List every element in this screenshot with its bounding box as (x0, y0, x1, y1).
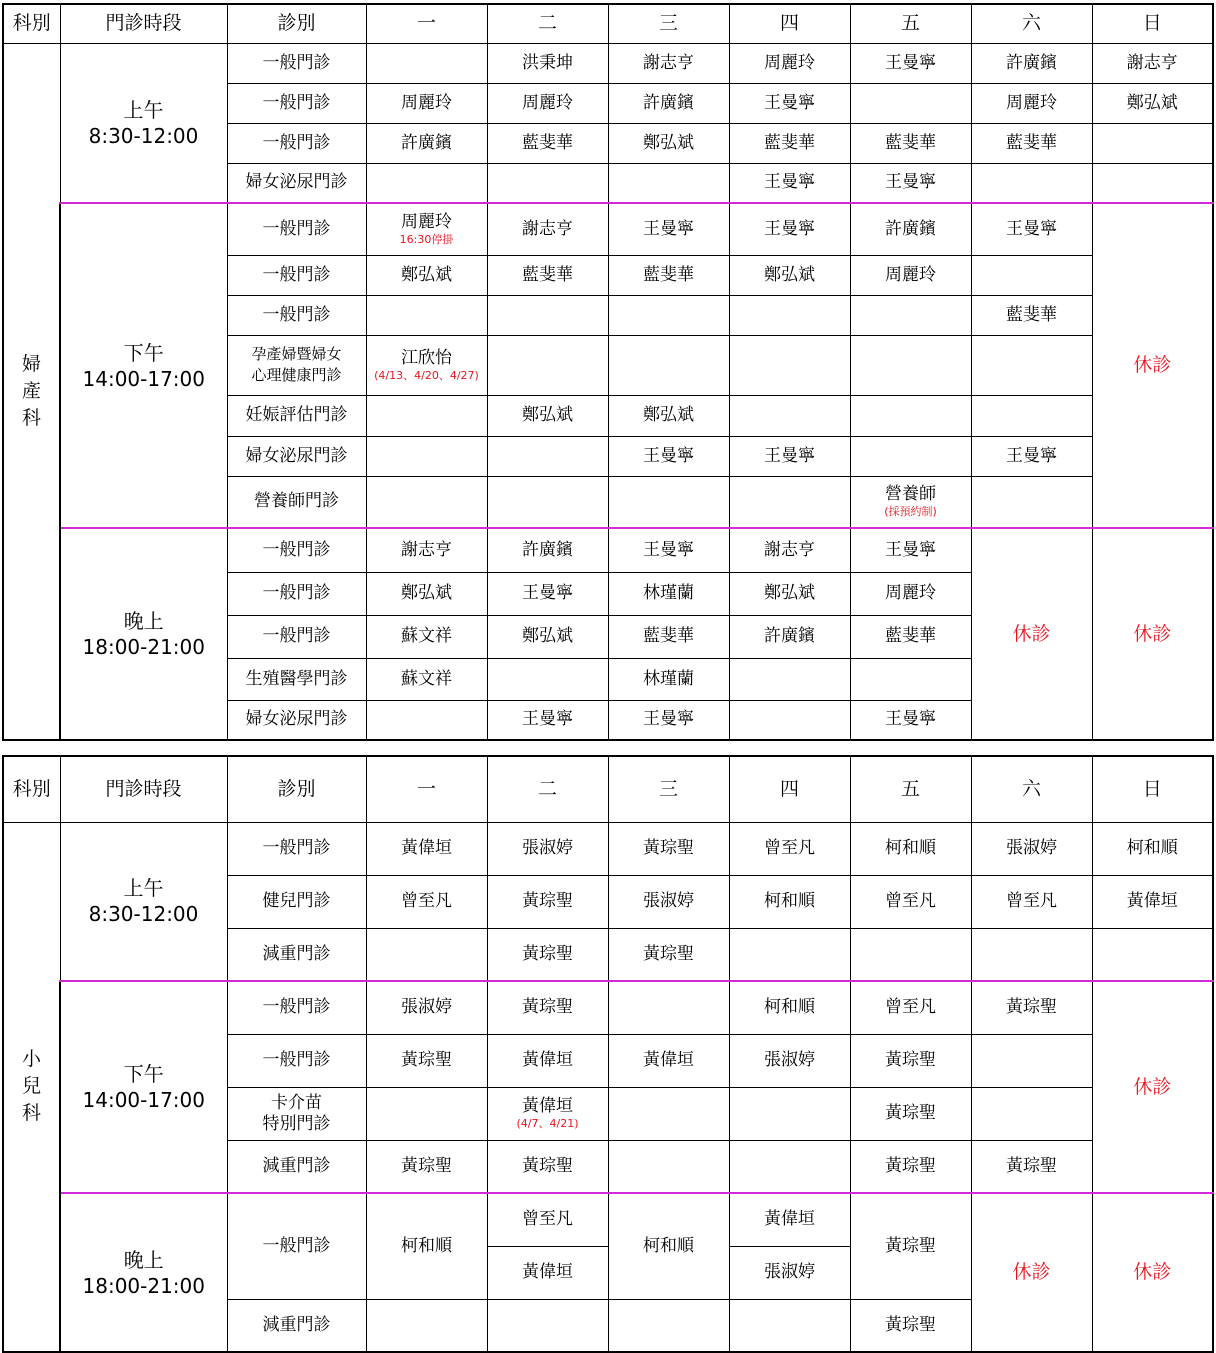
doctor-cell: 黃偉垣 (487, 1034, 608, 1087)
doctor-name: 黃偉垣 (522, 1096, 573, 1116)
doctor-cell: 黃琮聖 (487, 1140, 608, 1193)
doctor-cell: 周麗玲 (971, 83, 1092, 123)
doctor-cell: 黃偉垣 (366, 822, 487, 875)
doctor-cell (366, 295, 487, 335)
doctor-cell (608, 335, 729, 395)
doctor-cell: 謝志亨 (1092, 43, 1213, 83)
time-slot-afternoon (60, 203, 227, 528)
period-header: 門診時段 (60, 4, 227, 43)
doctor-cell (366, 335, 487, 395)
clinic-type: 一般門診 (227, 1193, 366, 1299)
doctor-cell: 柯和順 (729, 875, 850, 928)
day-header-tue: 二 (487, 4, 608, 43)
period-header: 門診時段 (60, 756, 227, 822)
doctor-cell (971, 476, 1092, 528)
doctor-cell: 張淑婷 (608, 875, 729, 928)
doctor-cell (366, 476, 487, 528)
doctor-cell: 藍斐華 (971, 295, 1092, 335)
doctor-cell (608, 1299, 729, 1352)
table-row (3, 528, 1213, 572)
doctor-cell (729, 1299, 850, 1352)
doctor-cell: 許廣鑌 (850, 203, 971, 255)
clinic-type (227, 335, 366, 395)
doctor-cell: 鄭弘斌 (487, 395, 608, 436)
doctor-cell: 許廣鑌 (487, 528, 608, 572)
time-slot-afternoon (60, 981, 227, 1193)
doctor-cell (366, 395, 487, 436)
doctor-cell (608, 1140, 729, 1193)
table-row (3, 1193, 1213, 1246)
slot-hours: 18:00-21:00 (82, 635, 205, 659)
doctor-cell: 周麗玲 (487, 83, 608, 123)
doctor-cell (608, 295, 729, 335)
clinic-type (227, 1087, 366, 1140)
doctor-cell: 柯和順 (1092, 822, 1213, 875)
slot-hours: 8:30-12:00 (88, 902, 199, 927)
doctor-cell: 王曼寧 (850, 43, 971, 83)
doctor-cell: 黃琮聖 (971, 1140, 1092, 1193)
doctor-cell (1092, 163, 1213, 203)
clinic-type: 生殖醫學門診 (227, 658, 366, 700)
day-header-fri: 五 (850, 4, 971, 43)
doctor-cell: 鄭弘斌 (366, 572, 487, 615)
clinic-type: 一般門診 (227, 295, 366, 335)
doctor-cell (366, 163, 487, 203)
clinic-type: 一般門診 (227, 615, 366, 658)
obgyn-schedule-table (2, 3, 1214, 741)
doctor-cell: 黃琮聖 (971, 981, 1092, 1034)
day-header-sat: 六 (971, 756, 1092, 822)
day-header-sat: 六 (971, 4, 1092, 43)
header-row (3, 4, 1213, 43)
doctor-cell (729, 335, 850, 395)
doctor-cell (729, 395, 850, 436)
doctor-cell: 蘇文祥 (366, 615, 487, 658)
closed-label: 休診 (1092, 203, 1213, 528)
peds-schedule-table (2, 755, 1214, 1353)
doctor-cell: 謝志亨 (608, 43, 729, 83)
doctor-cell: 許廣鑌 (729, 615, 850, 658)
doctor-cell (850, 436, 971, 476)
clinic-type: 一般門診 (227, 203, 366, 255)
day-header-wed: 三 (608, 4, 729, 43)
doctor-cell (729, 1087, 850, 1140)
day-header-mon: 一 (366, 4, 487, 43)
dept-char: 婦產科 (21, 352, 41, 429)
clinic-type: 婦女泌尿門診 (227, 163, 366, 203)
doctor-cell: 黃偉垣 (1092, 875, 1213, 928)
header-row (3, 756, 1213, 822)
doctor-cell: 謝志亨 (729, 528, 850, 572)
table-row (3, 981, 1213, 1034)
doctor-cell (971, 163, 1092, 203)
day-header-thu: 四 (729, 756, 850, 822)
doctor-cell: 鄭弘斌 (608, 123, 729, 163)
clinic-header: 診別 (227, 756, 366, 822)
doctor-cell: 鄭弘斌 (487, 615, 608, 658)
doctor-cell: 蘇文祥 (366, 658, 487, 700)
day-header-wed: 三 (608, 756, 729, 822)
doctor-cell (608, 163, 729, 203)
doctor-cell: 鄭弘斌 (366, 255, 487, 295)
closed-label: 休診 (971, 528, 1092, 740)
doctor-cell: 王曼寧 (729, 203, 850, 255)
doctor-cell (366, 1087, 487, 1140)
slot-hours: 8:30-12:00 (88, 123, 199, 148)
doctor-cell: 王曼寧 (729, 436, 850, 476)
doctor-cell: 張淑婷 (729, 1246, 850, 1299)
doctor-cell (487, 476, 608, 528)
doctor-cell (487, 163, 608, 203)
doctor-cell (729, 476, 850, 528)
doctor-cell: 林瑾蘭 (608, 572, 729, 615)
dept-name-peds (3, 822, 60, 1352)
doctor-cell: 洪秉坤 (487, 43, 608, 83)
doctor-cell (850, 928, 971, 981)
doctor-cell (729, 1140, 850, 1193)
clinic-type: 婦女泌尿門診 (227, 436, 366, 476)
slot-name: 下午 (123, 1062, 164, 1086)
doctor-cell: 王曼寧 (487, 700, 608, 740)
slot-hours: 14:00-17:00 (82, 366, 205, 391)
dept-header: 科別 (3, 4, 60, 43)
doctor-cell: 王曼寧 (487, 572, 608, 615)
clinic-type: 減重門診 (227, 1140, 366, 1193)
doctor-cell: 曾至凡 (729, 822, 850, 875)
doctor-cell: 藍斐華 (971, 123, 1092, 163)
doctor-cell: 黃琮聖 (850, 1299, 971, 1352)
clinic-type: 一般門診 (227, 572, 366, 615)
clinic-line: 孕產婦暨婦女 (251, 345, 342, 363)
doctor-cell (729, 700, 850, 740)
clinic-type: 一般門診 (227, 822, 366, 875)
doctor-cell: 藍斐華 (850, 615, 971, 658)
doctor-cell: 藍斐華 (850, 123, 971, 163)
doctor-cell: 張淑婷 (971, 822, 1092, 875)
day-header-tue: 二 (487, 756, 608, 822)
cell-note: (4/7、4/21) (516, 1117, 579, 1130)
clinic-type: 一般門診 (227, 43, 366, 83)
doctor-cell: 黃琮聖 (850, 1034, 971, 1087)
doctor-cell (1092, 123, 1213, 163)
doctor-cell: 王曼寧 (850, 163, 971, 203)
doctor-cell: 藍斐華 (729, 123, 850, 163)
day-header-fri: 五 (850, 756, 971, 822)
clinic-header: 診別 (227, 4, 366, 43)
doctor-cell (366, 928, 487, 981)
doctor-cell: 曾至凡 (366, 875, 487, 928)
doctor-cell: 王曼寧 (729, 83, 850, 123)
cell-note: 16:30停掛 (399, 232, 454, 246)
slot-hours: 14:00-17:00 (82, 1088, 205, 1112)
doctor-cell (850, 395, 971, 436)
doctor-cell (850, 335, 971, 395)
doctor-cell: 王曼寧 (971, 436, 1092, 476)
doctor-cell: 周麗玲 (729, 43, 850, 83)
doctor-cell: 王曼寧 (608, 203, 729, 255)
dept-name-obgyn (3, 43, 60, 740)
slot-hours: 18:00-21:00 (82, 1273, 205, 1298)
doctor-cell (971, 1087, 1092, 1140)
doctor-name: 營養師 (885, 484, 936, 505)
doctor-cell (608, 1087, 729, 1140)
doctor-cell (850, 476, 971, 528)
doctor-cell (729, 295, 850, 335)
clinic-type: 妊娠評估門診 (227, 395, 366, 436)
doctor-cell: 鄭弘斌 (1092, 83, 1213, 123)
clinic-type: 一般門診 (227, 981, 366, 1034)
doctor-cell: 曾至凡 (487, 1193, 608, 1246)
slot-name: 上午 (123, 97, 164, 122)
doctor-cell (608, 476, 729, 528)
doctor-cell: 柯和順 (608, 1193, 729, 1299)
closed-label: 休診 (1092, 1193, 1213, 1352)
doctor-cell: 林瑾蘭 (608, 658, 729, 700)
slot-name: 上午 (123, 876, 164, 901)
doctor-name: 周麗玲 (401, 211, 452, 232)
doctor-cell (850, 658, 971, 700)
doctor-cell: 王曼寧 (608, 436, 729, 476)
doctor-cell (971, 395, 1092, 436)
doctor-cell (729, 658, 850, 700)
doctor-cell (487, 295, 608, 335)
clinic-type: 一般門診 (227, 1034, 366, 1087)
doctor-cell (971, 335, 1092, 395)
doctor-cell: 鄭弘斌 (608, 395, 729, 436)
clinic-line: 卡介苗 (271, 1092, 322, 1113)
clinic-type: 減重門診 (227, 1299, 366, 1352)
clinic-type: 營養師門診 (227, 476, 366, 528)
time-slot-evening (60, 1193, 227, 1352)
doctor-cell: 王曼寧 (608, 700, 729, 740)
doctor-cell (366, 700, 487, 740)
dept-header: 科別 (3, 756, 60, 822)
clinic-line: 心理健康門診 (251, 366, 342, 384)
doctor-cell: 黃琮聖 (608, 928, 729, 981)
doctor-cell: 鄭弘斌 (729, 572, 850, 615)
doctor-cell: 黃偉垣 (729, 1193, 850, 1246)
time-slot-morning (60, 43, 227, 203)
doctor-cell: 張淑婷 (487, 822, 608, 875)
table-row (3, 203, 1213, 255)
day-header-sun: 日 (1092, 756, 1213, 822)
doctor-cell (850, 295, 971, 335)
doctor-cell: 黃偉垣 (487, 1246, 608, 1299)
table-row (3, 43, 1213, 83)
cell-note: (採預約制) (884, 505, 937, 519)
doctor-cell: 黃琮聖 (487, 875, 608, 928)
closed-label: 休診 (1092, 528, 1213, 740)
doctor-cell: 柯和順 (366, 1193, 487, 1299)
clinic-type: 減重門診 (227, 928, 366, 981)
doctor-cell: 黃琮聖 (366, 1034, 487, 1087)
doctor-cell: 黃琮聖 (850, 1087, 971, 1140)
doctor-cell: 許廣鑌 (366, 123, 487, 163)
clinic-type: 婦女泌尿門診 (227, 700, 366, 740)
doctor-cell: 許廣鑌 (971, 43, 1092, 83)
doctor-cell (1092, 928, 1213, 981)
table-row (3, 822, 1213, 875)
time-slot-evening (60, 528, 227, 740)
clinic-type: 一般門診 (227, 83, 366, 123)
doctor-cell (487, 658, 608, 700)
doctor-cell: 藍斐華 (487, 123, 608, 163)
doctor-cell: 黃偉垣 (608, 1034, 729, 1087)
slot-name: 下午 (123, 340, 164, 365)
clinic-type: 一般門診 (227, 123, 366, 163)
doctor-cell: 藍斐華 (487, 255, 608, 295)
doctor-cell: 周麗玲 (850, 572, 971, 615)
doctor-cell (366, 43, 487, 83)
doctor-cell: 謝志亨 (487, 203, 608, 255)
doctor-cell: 柯和順 (729, 981, 850, 1034)
doctor-cell: 王曼寧 (850, 528, 971, 572)
doctor-cell: 曾至凡 (850, 981, 971, 1034)
doctor-cell (366, 1299, 487, 1352)
doctor-cell: 柯和順 (850, 822, 971, 875)
doctor-cell (971, 255, 1092, 295)
doctor-cell: 王曼寧 (729, 163, 850, 203)
doctor-cell: 王曼寧 (608, 528, 729, 572)
doctor-cell: 謝志亨 (366, 528, 487, 572)
doctor-cell (366, 436, 487, 476)
day-header-sun: 日 (1092, 4, 1213, 43)
doctor-cell: 黃琮聖 (850, 1140, 971, 1193)
doctor-cell (487, 1299, 608, 1352)
doctor-cell: 曾至凡 (971, 875, 1092, 928)
doctor-cell: 黃琮聖 (608, 822, 729, 875)
doctor-cell: 鄭弘斌 (729, 255, 850, 295)
doctor-cell (487, 436, 608, 476)
doctor-cell (971, 928, 1092, 981)
closed-label: 休診 (1092, 981, 1213, 1193)
doctor-cell: 黃琮聖 (487, 928, 608, 981)
day-header-thu: 四 (729, 4, 850, 43)
doctor-cell (487, 1087, 608, 1140)
doctor-cell (366, 203, 487, 255)
doctor-cell: 黃琮聖 (366, 1140, 487, 1193)
doctor-cell: 許廣鑌 (608, 83, 729, 123)
closed-label: 休診 (971, 1193, 1092, 1352)
clinic-type: 一般門診 (227, 528, 366, 572)
doctor-cell: 張淑婷 (366, 981, 487, 1034)
clinic-type: 一般門診 (227, 255, 366, 295)
doctor-cell (608, 981, 729, 1034)
cell-note: (4/13、4/20、4/27) (374, 368, 479, 382)
slot-name: 晚上 (123, 609, 164, 633)
doctor-cell: 曾至凡 (850, 875, 971, 928)
doctor-cell: 藍斐華 (608, 255, 729, 295)
time-slot-morning (60, 822, 227, 981)
doctor-cell (729, 928, 850, 981)
doctor-cell: 黃琮聖 (487, 981, 608, 1034)
clinic-line: 特別門診 (262, 1113, 331, 1134)
doctor-cell (850, 83, 971, 123)
doctor-name: 江欣怡 (401, 347, 452, 368)
dept-char: 小兒科 (21, 1048, 41, 1125)
doctor-cell: 周麗玲 (366, 83, 487, 123)
doctor-cell: 王曼寧 (850, 700, 971, 740)
doctor-cell (487, 335, 608, 395)
slot-name: 晚上 (123, 1247, 164, 1272)
doctor-cell: 周麗玲 (850, 255, 971, 295)
doctor-cell: 藍斐華 (608, 615, 729, 658)
doctor-cell: 張淑婷 (729, 1034, 850, 1087)
doctor-cell (971, 1034, 1092, 1087)
day-header-mon: 一 (366, 756, 487, 822)
doctor-cell: 黃琮聖 (850, 1193, 971, 1299)
clinic-type: 健兒門診 (227, 875, 366, 928)
doctor-cell: 王曼寧 (971, 203, 1092, 255)
